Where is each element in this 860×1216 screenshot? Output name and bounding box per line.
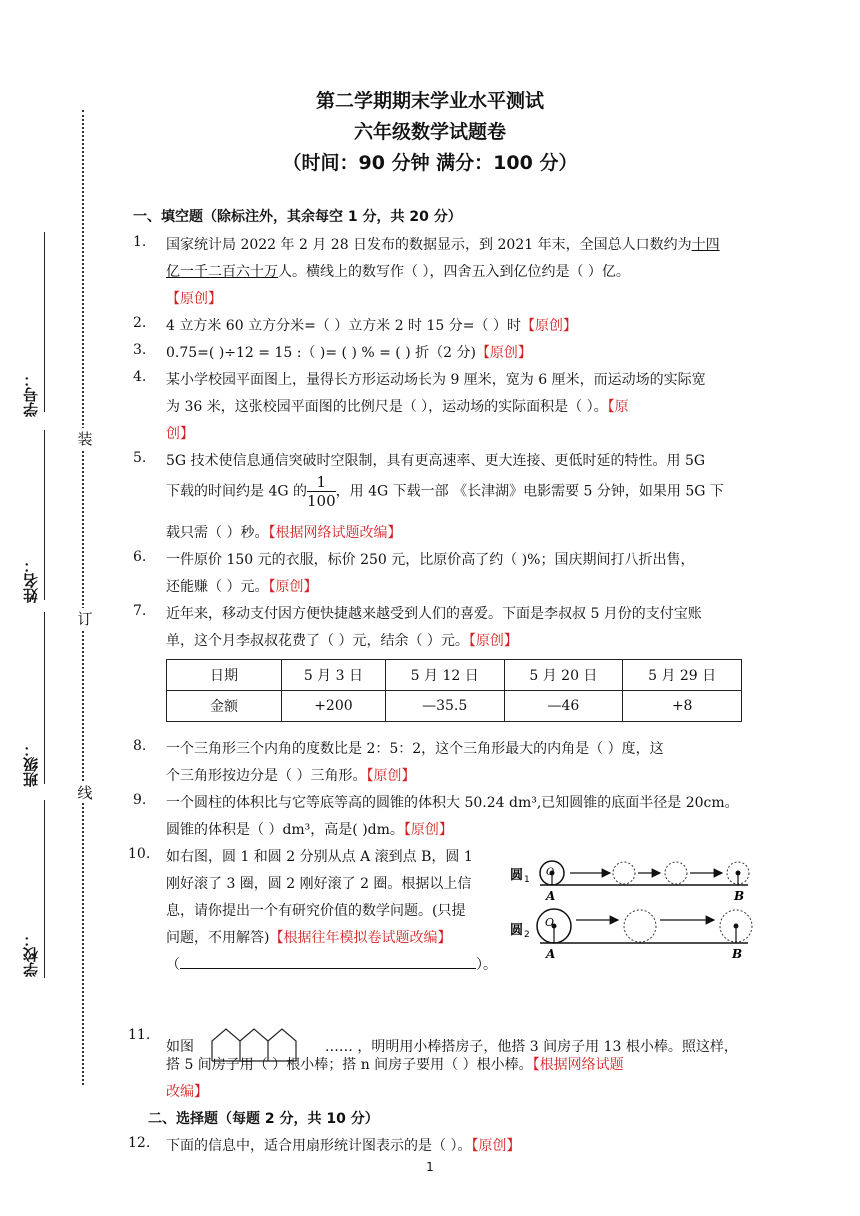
q10-line4: 问题，不用解答)【根据往年模拟卷试题改编】: [166, 930, 452, 946]
q6-line2: 还能赚（ ）元。【原创】: [166, 579, 318, 595]
q9-line2: 圆锥的体积是（ ）dm³，高是( )dm。【原创】: [166, 822, 453, 838]
q4-tag: 创】: [166, 426, 194, 442]
q5-fraction: $\frac{1}{100}$: [307, 473, 336, 510]
student-id-label: 学号：: [22, 372, 40, 417]
page-number: 1: [426, 1160, 434, 1174]
class-label: 班级：: [22, 742, 40, 787]
q1-number: 1.: [133, 234, 147, 250]
section-title-choice: 二、选择题（每题 2 分，共 10 分）: [148, 1111, 379, 1127]
q7-line2: 单，这个月李叔叔花费了（ ）元，结余（ ）元。【原创】: [166, 633, 518, 649]
point-b-1: B: [734, 889, 745, 903]
student-id-line[interactable]: [44, 232, 45, 412]
class-line[interactable]: [44, 612, 45, 784]
q6-line1: 一件原价 150 元的衣服，标价 250 元，比原价高了约（ )%；国庆期间打八折出售，: [166, 552, 695, 568]
school-line[interactable]: [44, 800, 45, 978]
section-title-fill-blank: 一、填空题（除标注外，其余每空 1 分，共 20 分）: [133, 209, 462, 225]
table-cell: 金额: [167, 691, 282, 722]
name-label: 姓名：: [22, 558, 40, 603]
table-cell: 5 月 20 日: [504, 660, 623, 691]
q4-line2: 为 36 米，这张校园平面图的比例尺是（ ），运动场的实际面积是（ ）。【原: [166, 399, 629, 415]
q10-answer-line: （ ）。: [166, 957, 497, 973]
q8-line1: 一个三角形三个内角的度数比是 2：5：2，这个三角形最大的内角是（ ）度，这: [166, 741, 664, 757]
q2-line: 4 立方米 60 立方分米=（ ）立方米 2 时 15 分=（ ）时【原创】: [166, 318, 577, 334]
q3-number: 3.: [133, 342, 147, 358]
q1-line2: 亿一千二百六十万人。横线上的数写作（ ），四舍五入到亿位约是（ ）亿。: [166, 264, 630, 280]
q4-line1: 某小学校园平面图上，量得长方形运动场长为 9 厘米，宽为 6 厘米，而运动场的实际宽: [166, 372, 706, 388]
q9-number: 9.: [133, 792, 147, 808]
point-a-1: A: [546, 889, 556, 903]
q5-line1: 5G 技术使信息通信突破时空限制，具有更高速率、更大连接、更低时延的特性。用 5G: [166, 453, 706, 469]
q12-number: 12.: [128, 1135, 151, 1151]
binding-char-ding: 订: [77, 610, 93, 628]
table-cell: 5 月 3 日: [282, 660, 386, 691]
table-cell: —46: [504, 691, 623, 722]
q8-line2: 个三角形按边分是（ ）三角形。【原创】: [166, 768, 416, 784]
q11-line1: 如图 …… ，明明用小棒搭房子，他搭 3 间房子用 13 根小棒。照这样，: [166, 1027, 738, 1063]
q2-number: 2.: [133, 315, 147, 331]
q11-number: 11.: [128, 1027, 151, 1043]
rolling-circles-figure: [508, 852, 770, 962]
svg-text:O: O: [546, 867, 555, 878]
table-cell: —35.5: [385, 691, 504, 722]
q10-line2: 刚好滚了 3 圈，圆 2 刚好滚了 2 圈。根据以上信: [166, 876, 472, 892]
name-line[interactable]: [44, 430, 45, 600]
q5-line3: 载只需（ ）秒。【根据网络试题改编】: [166, 525, 402, 541]
title-main: 第二学期期末学业水平测试: [315, 90, 544, 112]
binding-dashed-line: [82, 110, 84, 1085]
q8-number: 8.: [133, 738, 147, 754]
title-meta: （时间：90 分钟 满分：100 分）: [282, 152, 578, 174]
fig-label-circle2: 圆: [510, 923, 524, 938]
q5-number: 5.: [133, 450, 147, 466]
point-b-2: B: [732, 947, 743, 961]
fig-label-circle1: 圆: [510, 868, 524, 883]
table-cell: +200: [282, 691, 386, 722]
table-cell: +8: [623, 691, 742, 722]
table-row: [167, 691, 742, 722]
table-cell: 5 月 12 日: [385, 660, 504, 691]
q1-line1: 国家统计局 2022 年 2 月 28 日发布的数据显示，到 2021 年末，全国总人口数约为十四: [166, 237, 720, 253]
q10-line3: 息，请你提出一个有研究价值的数学问题。(只提: [166, 903, 466, 919]
q1-tag: 【原创】: [166, 291, 222, 307]
title-sub: 六年级数学试题卷: [353, 121, 506, 143]
q11-tag: 改编】: [166, 1084, 208, 1100]
q4-number: 4.: [133, 369, 147, 385]
q10-number: 10.: [128, 846, 151, 862]
svg-text:1: 1: [524, 875, 530, 885]
q7-number: 7.: [133, 603, 147, 619]
q9-line1: 一个圆柱的体积比与它等底等高的圆锥的体积大 50.24 dm³,已知圆锥的底面半径是 20cm。: [166, 795, 739, 811]
payment-table: [166, 659, 742, 722]
binding-char-zhuang: 装: [77, 430, 93, 448]
q3-line: 0.75=( )÷12 = 15 :（ )= ( ) % = ( ) 折（2 分)【原创】: [166, 345, 532, 361]
svg-text:2: 2: [524, 930, 530, 940]
school-label: 学校：: [22, 932, 40, 977]
binding-char-xian: 线: [77, 784, 93, 802]
q12-line: 下面的信息中，适合用扇形统计图表示的是（ ）。【原创】: [166, 1138, 521, 1154]
q5-line2: 下载的时间约是 4G 的 $\frac{1}{100}$ ，用 4G 下载一部 《长津湖》电影需要 5 分钟，如果用 5G 下: [166, 473, 724, 510]
svg-text:O: O: [545, 916, 555, 929]
q11-line2: 搭 5 间房子用（ ）根小棒；搭 n 间房子要用（ ）根小棒。【根据网络试题: [166, 1057, 624, 1073]
point-a-2: A: [546, 947, 556, 961]
q7-line1: 近年来，移动支付因方便快捷越来越受到人们的喜爱。下面是李叔叔 5 月份的支付宝账: [166, 606, 702, 622]
table-cell: 日期: [167, 660, 282, 691]
q10-line1: 如右图，圆 1 和圆 2 分别从点 A 滚到点 B，圆 1: [166, 849, 473, 865]
q10-answer-blank[interactable]: [180, 956, 476, 969]
table-cell: 5 月 29 日: [623, 660, 742, 691]
q6-number: 6.: [133, 549, 147, 565]
table-row: [167, 660, 742, 691]
